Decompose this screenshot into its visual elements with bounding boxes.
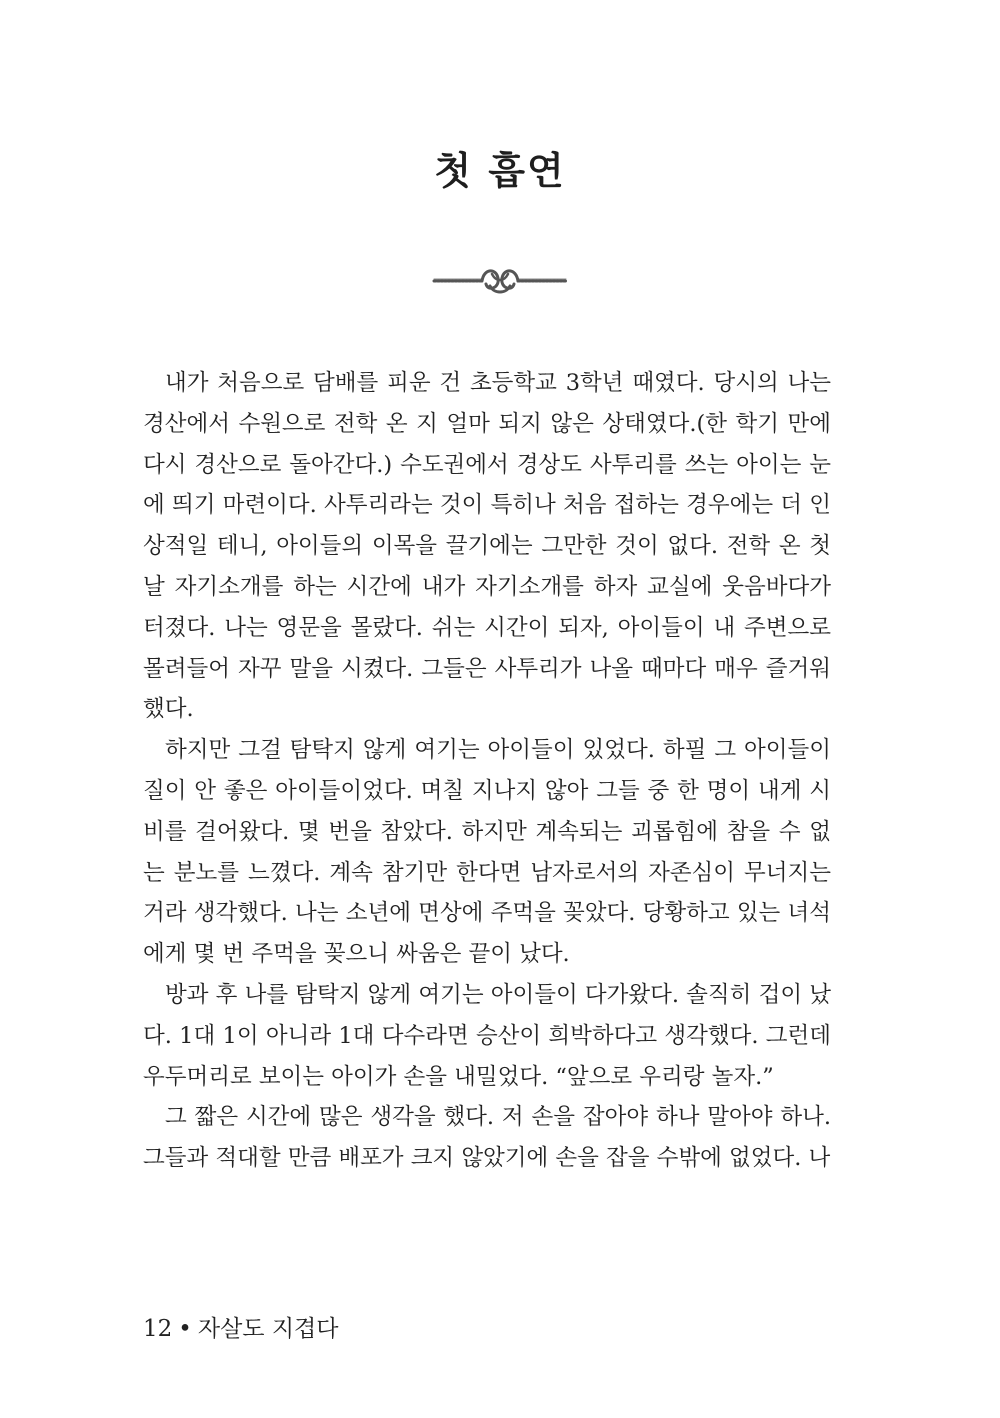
paragraph-3: 방과 후 나를 탐탁지 않게 여기는 아이들이 다가왔다. 솔직히 겁이 났다. 1대 1이 아니라 1대 다수라면 승산이 희박하다고 생각했다. 그런데 우두머리로 보이는 아이가 손을 내밀었다. “앞으로 우리랑 놀자.”: [143, 981, 831, 1090]
footer-separator: •: [178, 1316, 192, 1342]
rope-knot-icon: [430, 262, 570, 298]
book-title: 자살도 지겹다: [197, 1316, 339, 1342]
paragraph-1: 내가 처음으로 담배를 피운 건 초등학교 3학년 때였다. 당시의 나는 경산에서 수원으로 전학 온 지 얼마 되지 않은 상태였다.(한 학기 만에 다시 경산으로 돌아간다.) 수도권에서 경상도 사투리를 쓰는 아이는 눈에 띄기 마련이다. 사투리라는 것이 특히나 처음 접하는 경우에는 더 인상적일 테니, 아이들의 이목을 끌기에는 그만한 것이 없다. 전학 온 첫날 자기소개를 하는 시간에 내가 자기소개를 하자 교실에 웃음바다가 터졌다. 나는 영문을 몰랐다. 쉬는 시간이 되자, 아이들이 내 주변으로 몰려들어 자꾸 말을 시켰다. 그들은 사투리가 나올 때마다 매우 즐거워했다.: [143, 370, 831, 723]
page-footer: [143, 1310, 338, 1343]
page-number: 12: [143, 1316, 173, 1342]
chapter-title: 첫 흡연: [434, 148, 566, 193]
paragraph-2: 하지만 그걸 탐탁지 않게 여기는 아이들이 있었다. 하필 그 아이들이 질이 안 좋은 아이들이었다. 며칠 지나지 않아 그들 중 한 명이 내게 시비를 걸어왔다. 몇 번을 참았다. 하지만 계속되는 괴롭힘에 참을 수 없는 분노를 느꼈다. 계속 참기만 한다면 남자로서의 자존심이 무너지는 거라 생각했다. 나는 소년에 면상에 주먹을 꽂았다. 당황하고 있는 녀석에게 몇 번 주먹을 꽂으니 싸움은 끝이 났다.: [143, 737, 831, 968]
paragraph-4: 그 짧은 시간에 많은 생각을 했다. 저 손을 잡아야 하나 말아야 하나. 그들과 적대할 만큼 배포가 크지 않았기에 손을 잡을 수밖에 없었다. 나: [143, 1104, 831, 1172]
body-text: [143, 363, 831, 1179]
